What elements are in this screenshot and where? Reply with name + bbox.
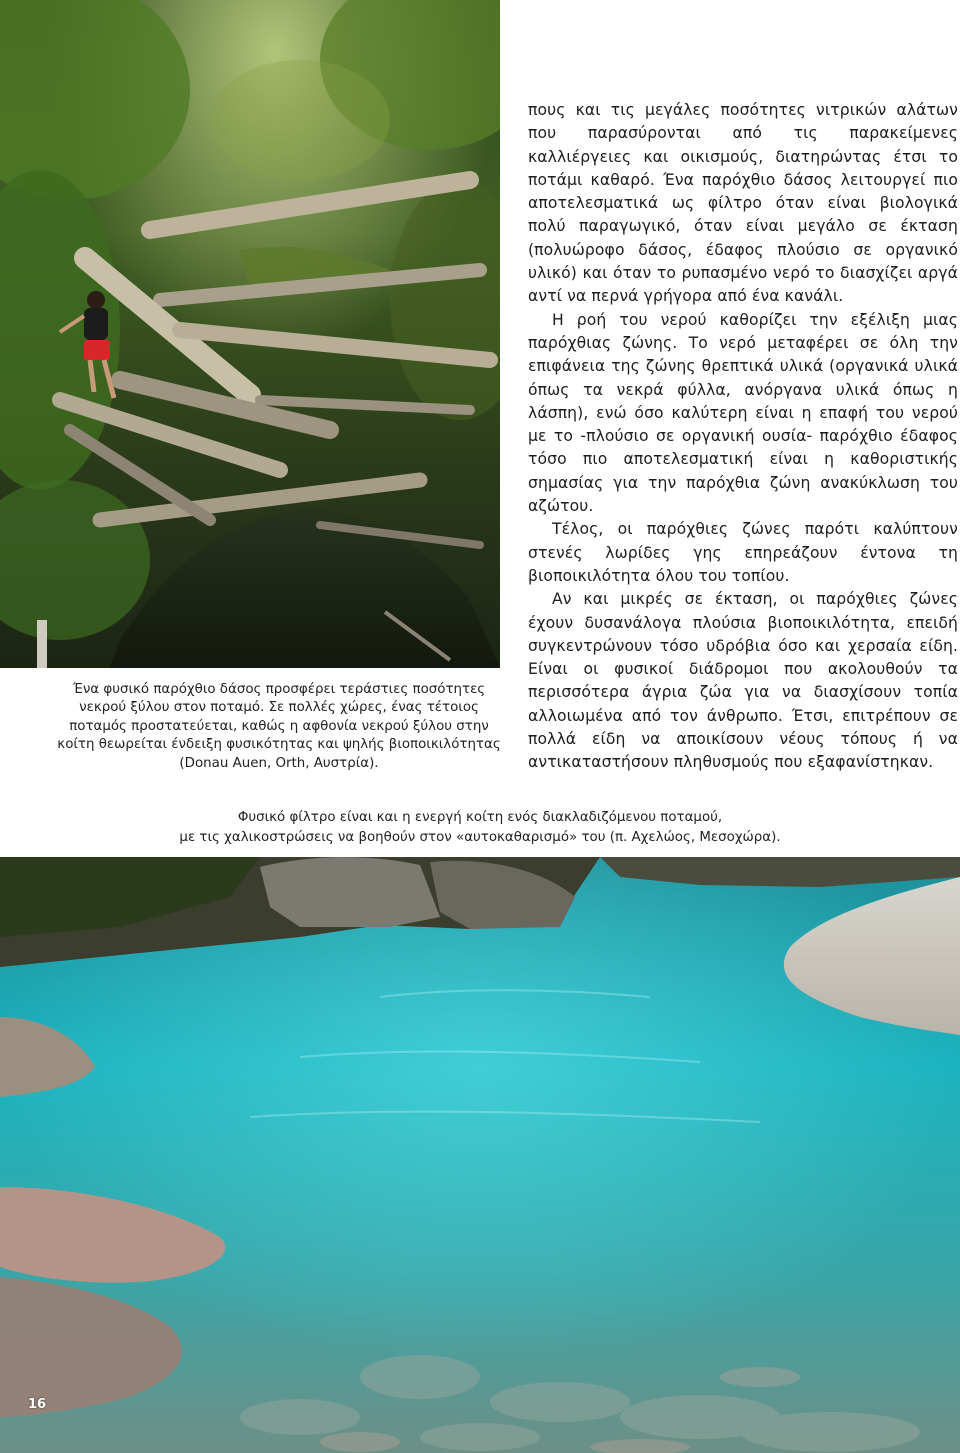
turquoise-river-illustration: [0, 857, 960, 1453]
forest-stream-photo: [0, 0, 500, 668]
paragraph-water-flow: Η ροή του νερού καθορίζει την εξέλιξη μιας παρόχθιας ζώνης. Το νερό μεταφέρει σε όλη την επιφάνεια της ζώνης θρεπτικά υλικά (οργανικά υλικά όπως τα νεκρά φύλλα, ανόργανα υλικά όπως η λάσπη), ενώ όσο καλύτερη είναι η επαφή του νερού με το -πλούσιο σε οργανική ουσία- παρόχθιο έδαφος τόσο πιο αποτελεσματική είναι η καθοριστικής σημασίας για την παρόχθια ζώνη ανακύκλωση του αζώτου.: [528, 310, 958, 516]
body-text-column: [528, 99, 958, 775]
river-caption-line-2: με τις χαλικοστρώσεις να βοηθούν στον «αυτοκαθαρισμό» του (π. Αχελώος, Μεσοχώρα).: [179, 829, 781, 845]
page-number: 16: [28, 1397, 47, 1412]
turquoise-river-photo: [0, 857, 960, 1453]
paragraph-landscape-biodiversity: Τέλος, οι παρόχθιες ζώνες παρότι καλύπτουν στενές λωρίδες γης επηρεάζουν έντονα τη βιοποικιλότητα όλου του τοπίου.: [528, 520, 958, 585]
forest-stream-illustration: [0, 0, 500, 668]
paragraph-filter-forest: πους και τις μεγάλες ποσότητες νιτρικών αλάτων που παρασύρονται από τις παρακείμενες καλλιέργειες και οικισμούς, διατηρώντας έτσι το ποτάμι καθαρό. Ένα παρόχθιο δάσος λειτουργεί πιο αποτελεσματικά ως φίλτρο όταν είναι βιολογικά πολύ παραγωγικό, όταν είναι μεγάλο σε έκταση (πολυώροφο δάσος, έδαφος πλούσιο σε οργανικό υλικό) και όταν το ρυπασμένο νερό το διασχίζει αργά αντί να περνά γρήγορα από ένα κανάλι.: [528, 101, 958, 306]
river-photo-caption: [150, 808, 810, 847]
paragraph-riparian-corridors: Αν και μικρές σε έκταση, οι παρόχθιες ζώνες έχουν δυσανάλογα πλούσια βιοποικιλότητα, επειδή συγκεντρώνουν τόσο υδρόβια όσο και χερσαία είδη. Είναι οι φυσικοί διάδρομοι που ακολουθούν τα περισσότερα άγρια ζώα για να διασχίσουν τοπία αλλοιωμένα από τον άνθρωπο. Έτσι, επιτρέπουν σε πολλά είδη να αποικίσουν νέους τόπους ή να αντικαταστήσουν πληθυσμούς που εξαφανίστηκαν.: [528, 590, 958, 772]
river-caption-line-1: Φυσικό φίλτρο είναι και η ενεργή κοίτη ενός διακλαδιζόμενου ποταμού,: [237, 810, 723, 825]
forest-photo-caption: Ένα φυσικό παρόχθιο δάσος προσφέρει τεράστιες ποσότητες νεκρού ξύλου στον ποταμό. Σε πολλές χώρες, ένας τέτοιος ποταμός προστατεύεται, καθώς η αφθονία νεκρού ξύλου στην κοίτη θεωρείται ένδειξη φυσικότητας και ψηλής βιοποικιλότητας (Donau Auen, Orth, Αυστρία).: [57, 682, 501, 771]
